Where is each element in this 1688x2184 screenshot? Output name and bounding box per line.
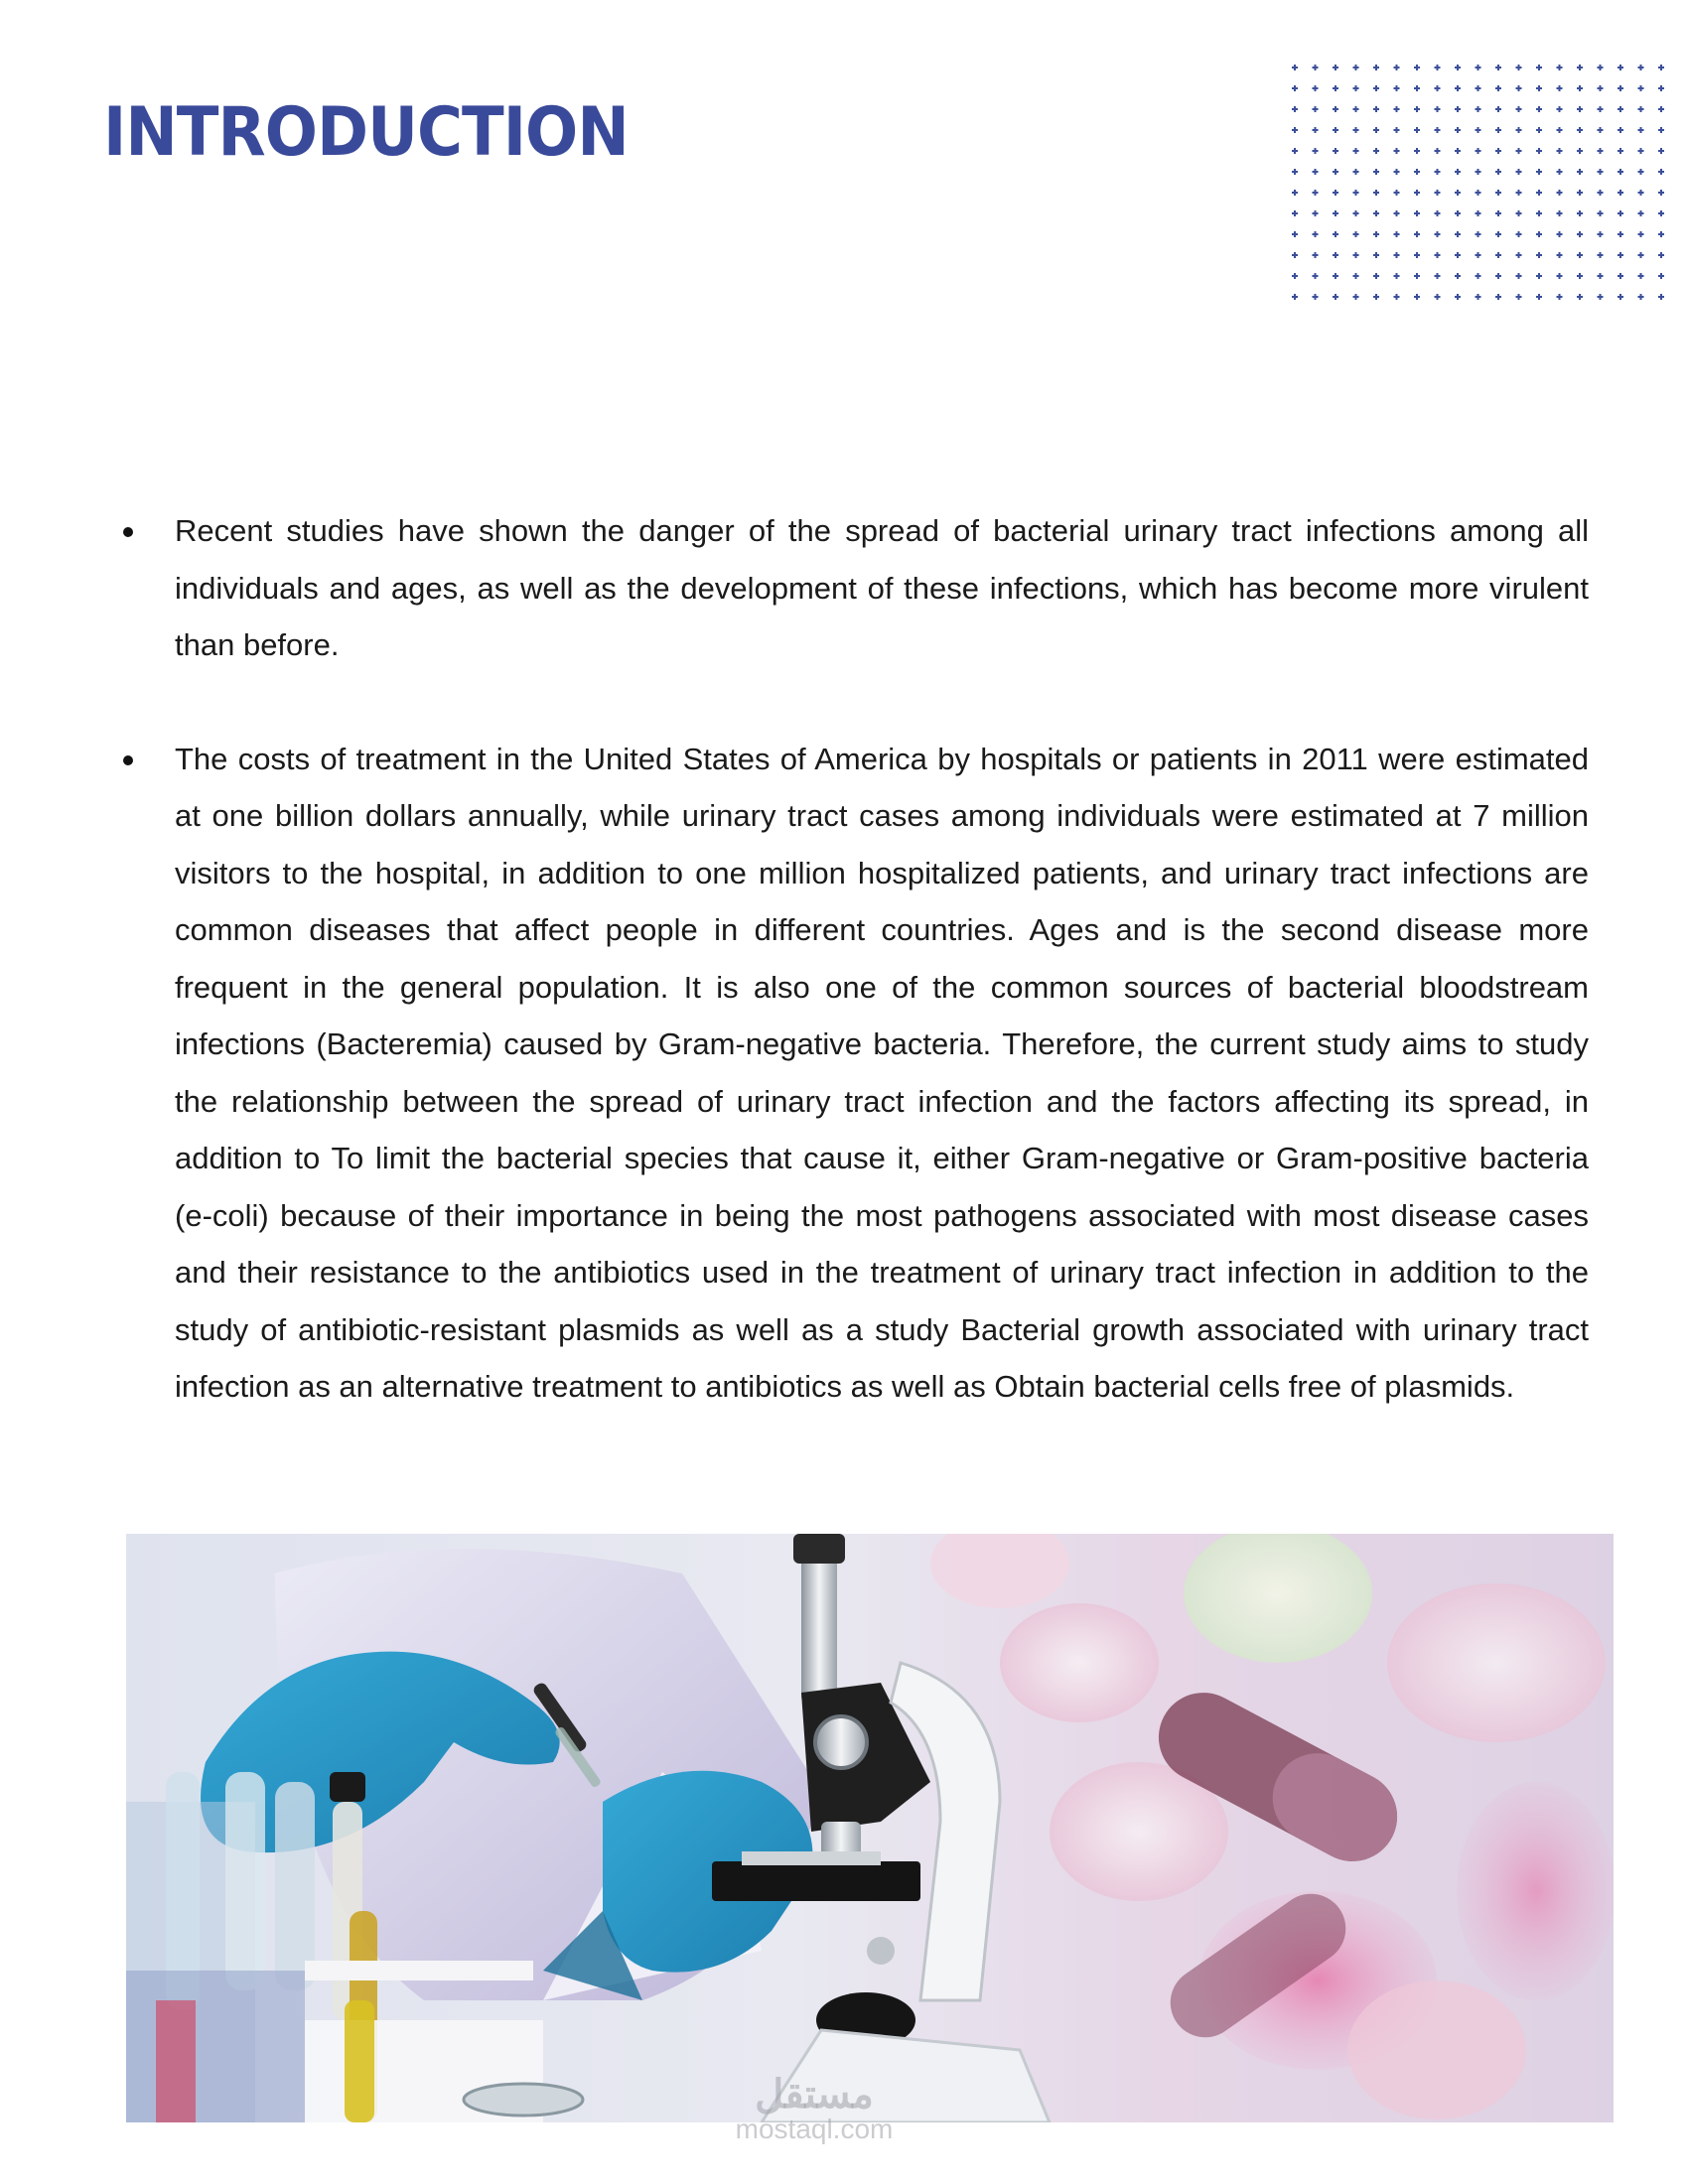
grid-dot [1353,273,1359,279]
grid-dot [1638,252,1644,258]
grid-dot [1394,65,1400,70]
grid-dot [1516,294,1522,300]
grid-dot [1618,148,1623,154]
grid-dot [1495,148,1501,154]
grid-dot [1618,273,1623,279]
grid-dot [1394,106,1400,112]
grid-dot [1394,210,1400,216]
grid-dot [1313,231,1319,237]
grid-dot [1394,148,1400,154]
grid-dot [1414,273,1420,279]
grid-dot [1476,127,1481,133]
grid-dot [1658,252,1664,258]
bullet-item [119,731,1589,1416]
grid-dot [1353,127,1359,133]
page-title: INTRODUCTION [103,93,629,172]
grid-dot [1353,252,1359,258]
grid-dot [1618,106,1623,112]
grid-dot [1598,148,1604,154]
grid-dot [1455,273,1461,279]
bullet-item [119,502,1589,674]
grid-dot [1577,273,1583,279]
grid-dot [1577,85,1583,91]
grid-dot [1536,65,1542,70]
grid-dot [1516,148,1522,154]
grid-dot [1577,169,1583,175]
grid-dot [1333,231,1338,237]
grid-dot [1516,169,1522,175]
grid-dot [1618,169,1623,175]
grid-dot [1373,148,1379,154]
grid-dot [1638,65,1644,70]
grid-dot [1292,190,1298,196]
grid-dot [1292,169,1298,175]
grid-dot [1577,252,1583,258]
grid-dot [1557,190,1563,196]
grid-dot [1638,169,1644,175]
grid-dot [1455,65,1461,70]
grid-dot [1598,231,1604,237]
grid-dot [1333,210,1338,216]
grid-dot [1598,127,1604,133]
grid-dot [1414,127,1420,133]
grid-dot [1476,252,1481,258]
grid-dot [1495,65,1501,70]
grid-dot [1353,231,1359,237]
grid-dot [1455,148,1461,154]
grid-dot [1638,148,1644,154]
grid-dot [1598,169,1604,175]
grid-dot [1618,85,1623,91]
grid-dot [1414,252,1420,258]
grid-dot [1394,252,1400,258]
grid-dot [1577,148,1583,154]
grid-dot [1658,231,1664,237]
grid-dot [1333,148,1338,154]
grid-dot [1394,127,1400,133]
bullet-text: Recent studies have shown the danger of the spread of bacterial urinary tract infections among all individuals and ages, as well as the development of these infections, which has become more virulent than before. [175,513,1589,662]
grid-dot [1638,127,1644,133]
grid-dot [1373,190,1379,196]
grid-dot [1557,148,1563,154]
grid-dot [1476,148,1481,154]
grid-dot [1577,294,1583,300]
grid-dot [1577,127,1583,133]
grid-dot [1476,294,1481,300]
grid-dot [1638,210,1644,216]
grid-dot [1536,106,1542,112]
grid-dot [1577,190,1583,196]
lab-microscope-photo [126,1534,1614,2122]
grid-dot [1598,273,1604,279]
grid-dot [1455,252,1461,258]
grid-dot [1414,106,1420,112]
grid-dot [1618,210,1623,216]
grid-dot [1313,127,1319,133]
grid-dot [1292,106,1298,112]
grid-dot [1476,106,1481,112]
grid-dot [1292,210,1298,216]
grid-dot [1495,85,1501,91]
grid-dot [1638,273,1644,279]
grid-dot [1476,190,1481,196]
grid-dot [1638,85,1644,91]
grid-dot [1313,85,1319,91]
grid-dot [1618,127,1623,133]
grid-dot [1292,273,1298,279]
grid-dot [1435,252,1441,258]
grid-dot [1292,231,1298,237]
grid-dot [1476,85,1481,91]
grid-dot [1536,231,1542,237]
grid-dot [1435,85,1441,91]
grid-dot [1577,106,1583,112]
grid-dot [1333,190,1338,196]
grid-dot [1536,294,1542,300]
grid-dot [1495,106,1501,112]
grid-dot [1292,252,1298,258]
grid-dot [1455,210,1461,216]
grid-dot [1333,127,1338,133]
grid-dot [1435,273,1441,279]
grid-dot [1435,294,1441,300]
grid-dot [1394,273,1400,279]
watermark-logo: مستقل [755,2073,874,2116]
grid-dot [1353,190,1359,196]
grid-dot [1476,65,1481,70]
grid-dot [1536,127,1542,133]
grid-dot [1414,148,1420,154]
grid-dot [1435,148,1441,154]
grid-dot [1414,190,1420,196]
grid-dot [1414,294,1420,300]
grid-dot [1618,65,1623,70]
grid-dot [1536,190,1542,196]
grid-dot [1333,106,1338,112]
grid-dot [1414,210,1420,216]
grid-dot [1557,252,1563,258]
grid-dot [1333,252,1338,258]
grid-dot [1353,169,1359,175]
grid-dot [1658,190,1664,196]
grid-dot [1658,127,1664,133]
grid-dot [1333,273,1338,279]
grid-dot [1495,252,1501,258]
bullet-dot-icon [123,755,133,765]
grid-dot [1658,273,1664,279]
grid-dot [1598,106,1604,112]
grid-dot [1292,148,1298,154]
grid-dot [1598,252,1604,258]
grid-dot [1598,294,1604,300]
grid-dot [1313,273,1319,279]
grid-dot [1313,210,1319,216]
grid-dot [1536,85,1542,91]
grid-dot [1373,231,1379,237]
grid-dot [1373,106,1379,112]
grid-dot [1455,85,1461,91]
grid-dot [1373,252,1379,258]
grid-dot [1313,148,1319,154]
grid-dot [1394,85,1400,91]
grid-dot [1333,294,1338,300]
grid-dot [1618,252,1623,258]
grid-dot [1516,231,1522,237]
grid-dot [1313,106,1319,112]
grid-dot [1516,85,1522,91]
grid-dot [1313,294,1319,300]
grid-dot [1394,231,1400,237]
grid-dot [1435,169,1441,175]
grid-dot [1495,190,1501,196]
grid-dot [1536,210,1542,216]
grid-dot [1577,231,1583,237]
grid-dot [1373,294,1379,300]
grid-dot [1455,231,1461,237]
grid-dot [1598,210,1604,216]
grid-dot [1373,65,1379,70]
introduction-body [119,502,1589,1472]
grid-dot [1435,231,1441,237]
grid-dot [1557,127,1563,133]
grid-dot [1495,294,1501,300]
grid-dot [1598,190,1604,196]
grid-dot [1313,190,1319,196]
grid-dot [1313,252,1319,258]
grid-dot [1435,190,1441,196]
grid-dot [1557,210,1563,216]
grid-dot [1557,231,1563,237]
grid-dot [1455,169,1461,175]
grid-dot [1435,65,1441,70]
grid-dot [1476,169,1481,175]
grid-dot [1618,294,1623,300]
grid-dot [1618,190,1623,196]
grid-dot [1333,169,1338,175]
grid-dot [1638,190,1644,196]
grid-dot [1353,65,1359,70]
grid-dot [1495,231,1501,237]
grid-dot [1435,127,1441,133]
grid-dot [1373,210,1379,216]
bullet-text: The costs of treatment in the United States of America by hospitals or patients in 2011 were estimated at one billion dollars annually, while urinary tract cases among individuals were estimated at 7 million visitors to the hospital, in addition to one million hospitalized patients, and urinary tract infections are common diseases that affect people in different countries. Ages and is the second disease more frequent in the general population. It is also one of the common sources of bacterial bloodstream infections (Bacteremia) caused by Gram-negative bacteria. Therefore, the current study aims to study the relationship between the spread of urinary tract infection and the factors affecting its spread, in addition to To limit the bacterial species that cause it, either Gram-negative or Gram-positive bacteria (e-coli) because of their importance in being the most pathogens associated with most disease cases and their resistance to the antibiotics used in the treatment of urinary tract infection in addition to the study of antibiotic-resistant plasmids as well as a study Bacterial growth associated with urinary tract infection as an alternative treatment to antibiotics as well as Obtain bacterial cells free of plasmids. [175,741,1589,1404]
grid-dot [1414,169,1420,175]
grid-dot [1638,294,1644,300]
grid-dot [1292,85,1298,91]
grid-dot [1394,190,1400,196]
grid-dot [1658,294,1664,300]
grid-dot [1414,231,1420,237]
grid-dot [1353,294,1359,300]
grid-dot [1658,106,1664,112]
grid-dot [1455,294,1461,300]
grid-dot [1577,65,1583,70]
grid-dot [1353,210,1359,216]
grid-dot [1455,190,1461,196]
grid-dot [1373,169,1379,175]
dot-grid-decoration [1287,60,1684,314]
grid-dot [1373,85,1379,91]
grid-dot [1516,273,1522,279]
grid-dot [1292,294,1298,300]
grid-dot [1516,106,1522,112]
grid-dot [1536,273,1542,279]
grid-dot [1353,106,1359,112]
grid-dot [1455,127,1461,133]
grid-dot [1476,231,1481,237]
grid-dot [1536,148,1542,154]
grid-dot [1414,85,1420,91]
grid-dot [1435,210,1441,216]
grid-dot [1353,148,1359,154]
grid-dot [1557,169,1563,175]
grid-dot [1638,231,1644,237]
grid-dot [1658,148,1664,154]
grid-dot [1516,127,1522,133]
grid-dot [1373,127,1379,133]
watermark [655,2075,973,2144]
grid-dot [1516,65,1522,70]
grid-dot [1516,190,1522,196]
grid-dot [1476,273,1481,279]
grid-dot [1313,65,1319,70]
grid-dot [1495,169,1501,175]
grid-dot [1394,169,1400,175]
grid-dot [1495,210,1501,216]
grid-dot [1394,294,1400,300]
grid-dot [1476,210,1481,216]
grid-dot [1557,106,1563,112]
grid-dot [1557,85,1563,91]
grid-dot [1557,273,1563,279]
grid-dot [1577,210,1583,216]
grid-dot [1292,127,1298,133]
grid-dot [1658,169,1664,175]
grid-dot [1292,65,1298,70]
grid-dot [1435,106,1441,112]
grid-dot [1495,273,1501,279]
watermark-text: mostaql.com [735,2114,894,2144]
grid-dot [1373,273,1379,279]
grid-dot [1333,85,1338,91]
grid-dot [1658,65,1664,70]
grid-dot [1455,106,1461,112]
grid-dot [1658,210,1664,216]
grid-dot [1598,65,1604,70]
grid-dot [1414,65,1420,70]
grid-dot [1638,106,1644,112]
grid-dot [1536,169,1542,175]
grid-dot [1516,210,1522,216]
grid-dot [1536,252,1542,258]
bullet-dot-icon [123,527,133,537]
grid-dot [1557,65,1563,70]
grid-dot [1598,85,1604,91]
grid-dot [1557,294,1563,300]
grid-dot [1313,169,1319,175]
grid-dot [1658,85,1664,91]
grid-dot [1516,252,1522,258]
grid-dot [1353,85,1359,91]
grid-dot [1333,65,1338,70]
grid-dot [1495,127,1501,133]
grid-dot [1618,231,1623,237]
